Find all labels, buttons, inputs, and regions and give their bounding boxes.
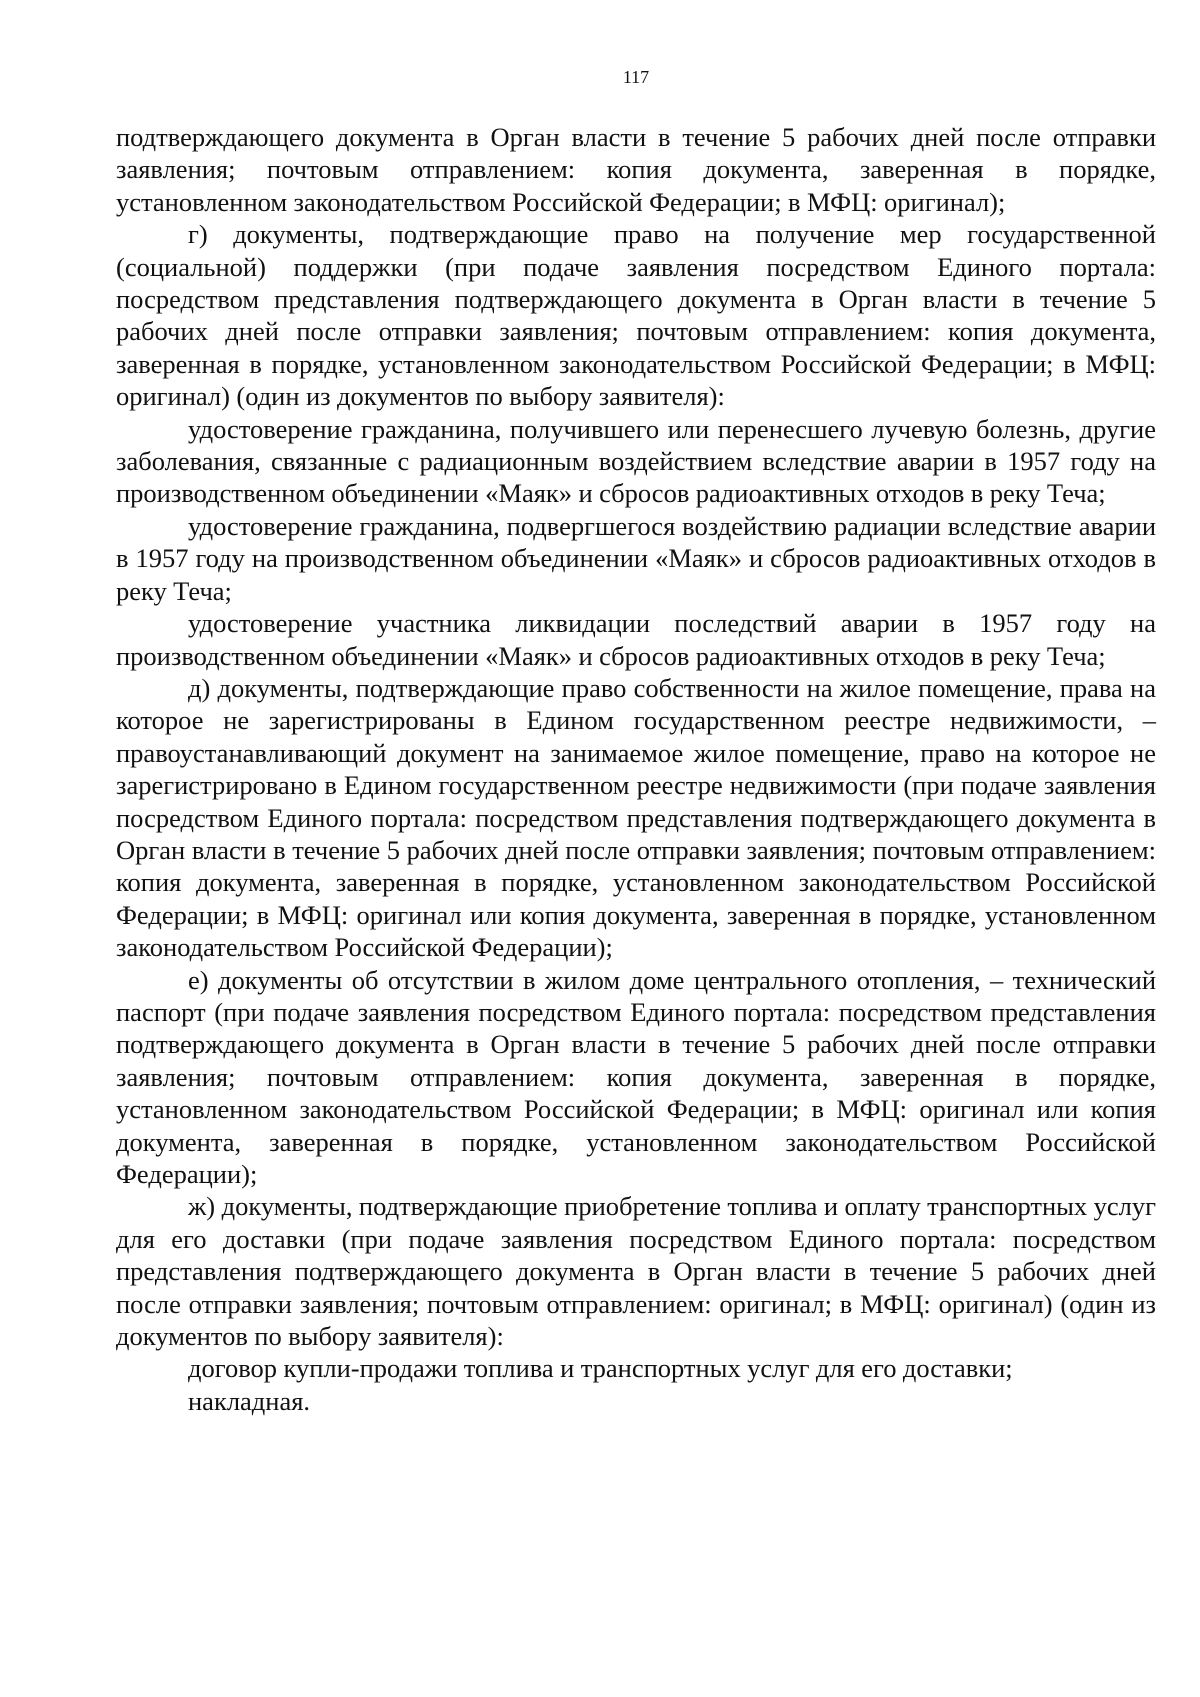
paragraph-waybill: накладная. — [188, 1385, 311, 1416]
page-number: 117 — [622, 67, 650, 87]
paragraph-certificate-radiation-exposure: удостоверение гражданина, подвергшегося воздействию радиации вследствие аварии в 1957 году на производственном объединении «Маяк» и сбросов радиоактивных отходов в реку Теча; — [116, 510, 1156, 606]
paragraph-item-d: д) документы, подтверждающие право собственности на жилое помещение, права на которое не зарегистрированы в Едином государственном реестре недвижимости, – правоустанавливающий документ на занимаемое жилое помещение, право на которое не зарегистрировано в Едином государственном реестре недвижимости (при подаче заявления посредством Единого портала: посредством представления подтверждающего документа в Орган власти в течение 5 рабочих дней после отправки заявления; почтовым отправлением: копия документа, заверенная в порядке, установленном законодательством Российской Федерации; в МФЦ: оригинал или копия документа, заверенная в порядке, установленном законодательством Российской Федерации); — [116, 672, 1156, 963]
paragraph-item-g: г) документы, подтверждающие право на получение мер государственной (социальной) поддержки (при подаче заявления посредством Единого портала: посредством представления подтверждающего документа в Орган власти в течение 5 рабочих дней после отправки заявления; почтовым отправлением: копия документа, заверенная в порядке, установленном законодательством Российской Федерации; в МФЦ: оригинал) (один из документов по выбору заявителя): — [116, 219, 1156, 412]
paragraph-continuation: подтверждающего документа в Орган власти в течение 5 рабочих дней после отправки заявления; почтовым отправлением: копия документа, заверенная в порядке, установленном законодательством Российской Федерации; в МФЦ: оригинал); — [116, 122, 1156, 217]
paragraph-item-zh: ж) документы, подтверждающие приобретение топлива и оплату транспортных услуг для его доставки (при подаче заявления посредством Единого портала: посредством представления подтверждающего документа в Орган власти в течение 5 рабочих дней после отправки заявления; почтовым отправлением: оригинал; в МФЦ: оригинал) (один из документов по выбору заявителя): — [116, 1191, 1156, 1352]
paragraph-item-e: е) документы об отсутствии в жилом доме центрального отопления, – технический паспорт (при подаче заявления посредством Единого портала: посредством представления подтверждающего документа в Орган власти в течение 5 рабочих дней после отправки заявления; почтовым отправлением: копия документа, заверенная в порядке, установленном законодательством Российской Федерации; в МФЦ: оригинал или копия документа, заверенная в порядке, установленном законодательством Российской Федерации); — [116, 964, 1156, 1189]
paragraph-certificate-radiation-illness: удостоверение гражданина, получившего или перенесшего лучевую болезнь, другие заболевания, связанные с радиационным воздействием вследствие аварии в 1957 году на производственном объединении «Маяк» и сбросов радиоактивных отходов в реку Теча; — [116, 413, 1156, 509]
paragraph-fuel-contract: договор купли-продажи топлива и транспортных услуг для его доставки; — [188, 1353, 1013, 1384]
paragraph-certificate-liquidation-participant: удостоверение участника ликвидации последствий аварии в 1957 году на производственном объединении «Маяк» и сбросов радиоактивных отходов в реку Теча; — [116, 608, 1156, 671]
document-body — [116, 121, 1156, 1417]
